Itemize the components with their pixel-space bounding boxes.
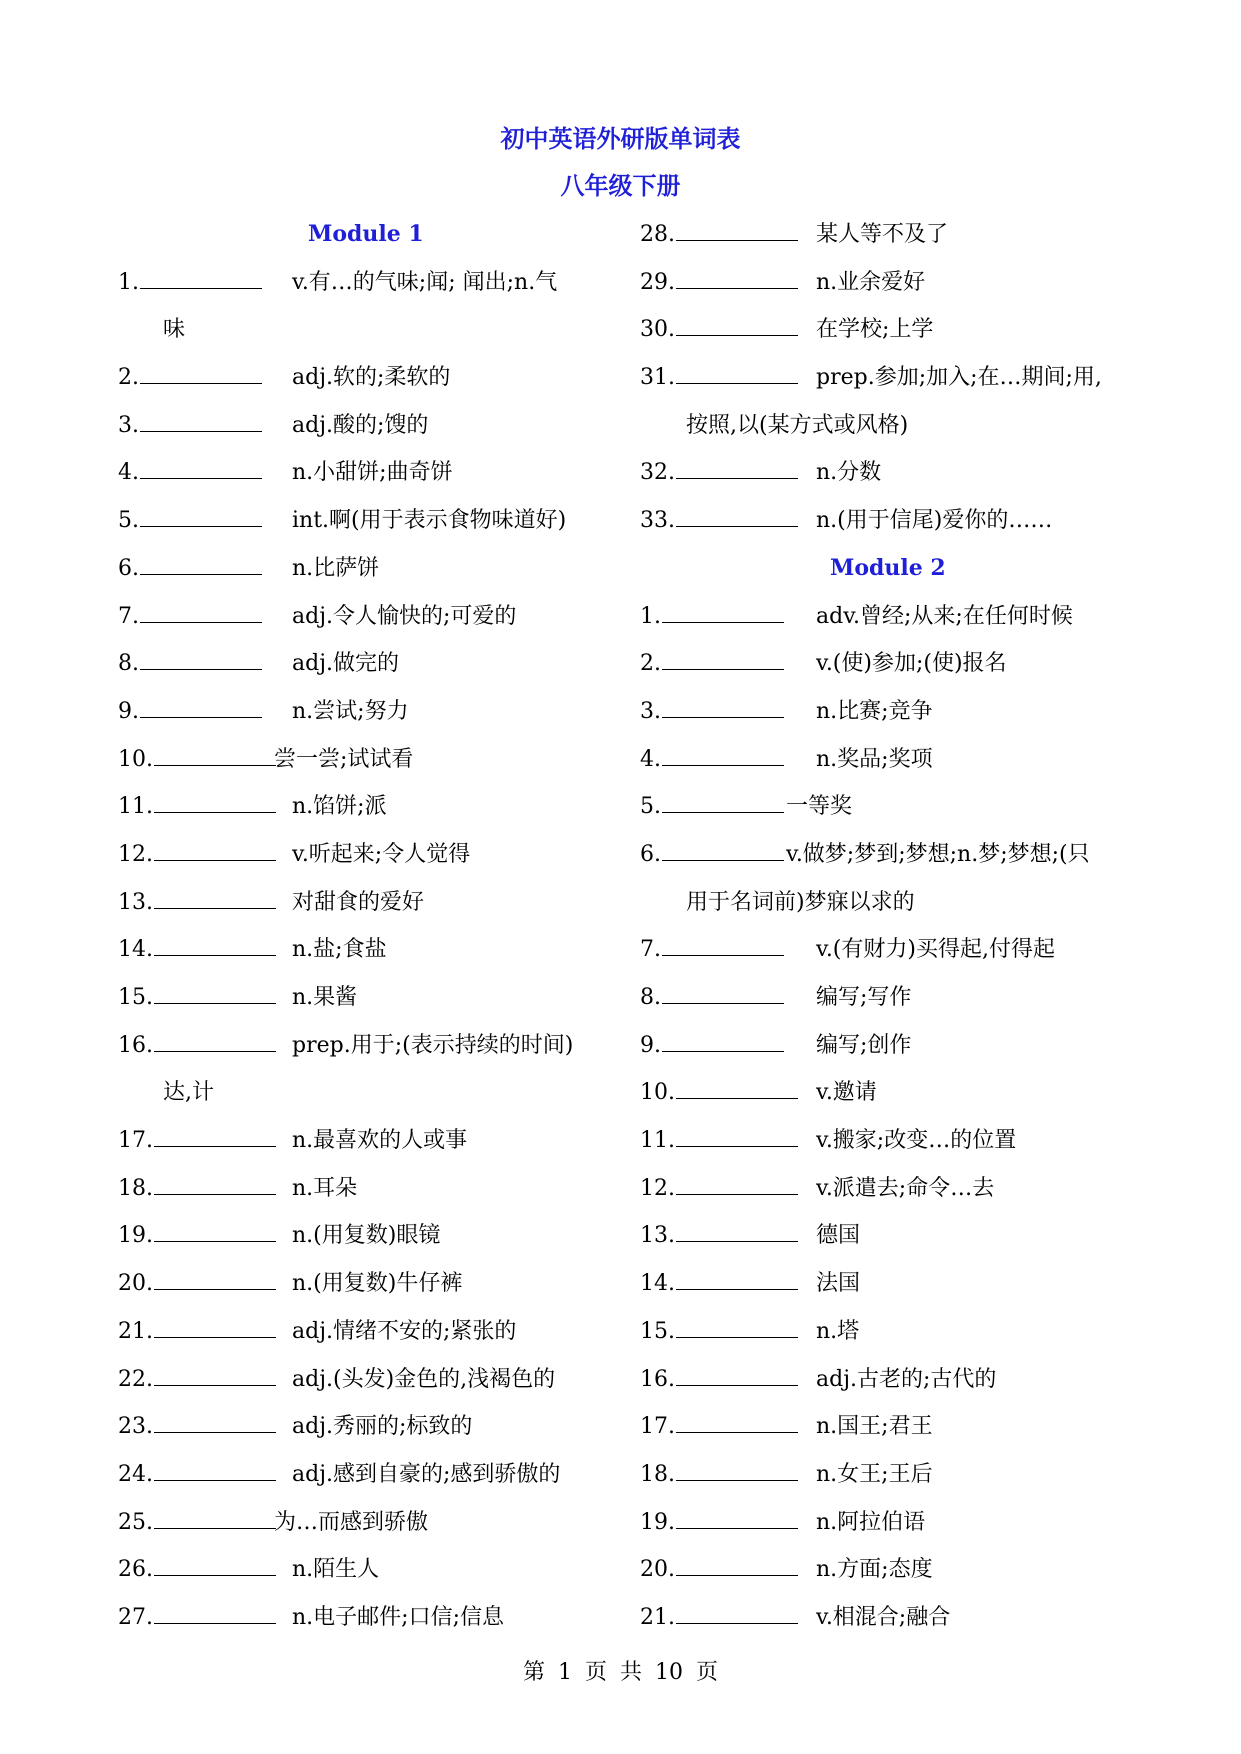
- answer-blank[interactable]: [154, 1315, 276, 1338]
- answer-blank[interactable]: [140, 600, 262, 623]
- definition: n.(用复数)眼镜: [292, 1223, 441, 1249]
- vocab-row: [640, 1546, 1140, 1594]
- item-number: 32.: [640, 460, 675, 486]
- page-footer: 第 1 页 共 10 页: [523, 1660, 718, 1685]
- vocab-row: [640, 449, 1140, 497]
- item-number: 19.: [118, 1223, 153, 1249]
- item-number: 30.: [640, 317, 675, 343]
- item-number: 6.: [118, 555, 139, 581]
- answer-blank[interactable]: [140, 266, 262, 289]
- right-column: [640, 211, 1140, 1642]
- definition: adj.秀丽的;标致的: [292, 1414, 473, 1440]
- vocab-row: [118, 402, 610, 450]
- item-number: 15.: [118, 985, 153, 1010]
- answer-blank[interactable]: [662, 838, 784, 861]
- definition: 对甜食的爱好: [292, 889, 425, 915]
- item-number: 31.: [640, 365, 675, 391]
- vocab-row: [118, 1022, 610, 1070]
- item-number: 2.: [118, 365, 139, 391]
- vocab-row: [640, 1069, 1140, 1117]
- answer-blank[interactable]: [676, 1506, 798, 1529]
- vocab-row: [118, 783, 610, 831]
- answer-blank[interactable]: [676, 1076, 798, 1099]
- definition: n.最喜欢的人或事: [292, 1128, 468, 1154]
- vocab-row: [118, 926, 610, 974]
- definition: prep.用于;(表示持续的时间): [292, 1032, 574, 1058]
- definition-continuation: 味: [163, 317, 186, 343]
- definition: v.搬家;改变…的位置: [816, 1128, 1017, 1154]
- vocab-row: [118, 1594, 610, 1642]
- item-number: 10.: [640, 1080, 675, 1106]
- definition-continuation: 按照,以(某方式或风格): [686, 412, 909, 438]
- vocab-row: [118, 1356, 610, 1404]
- definition: n.耳朵: [292, 1175, 358, 1201]
- definition: n.馅饼;派: [292, 794, 387, 820]
- vocab-row: [118, 831, 610, 879]
- item-number: 26.: [118, 1557, 153, 1583]
- definition: v.派遣去;命令…去: [816, 1175, 995, 1201]
- definition: n.女王;王后: [816, 1461, 933, 1487]
- item-number: 9.: [118, 698, 139, 724]
- item-number: 13.: [118, 889, 153, 915]
- answer-blank[interactable]: [154, 1506, 276, 1529]
- answer-blank[interactable]: [676, 1363, 798, 1386]
- vocab-row: [118, 1403, 610, 1451]
- vocab-row: [118, 736, 610, 784]
- definition: adv.曾经;从来;在任何时候: [816, 603, 1073, 629]
- item-number: 20.: [640, 1557, 675, 1583]
- definition: n.果酱: [292, 985, 358, 1010]
- answer-blank[interactable]: [676, 1601, 798, 1624]
- item-number: 1.: [118, 269, 139, 295]
- vocab-row: [118, 354, 610, 402]
- item-number: 11.: [640, 1128, 675, 1154]
- item-number: 7.: [118, 603, 139, 629]
- definition: v.(有财力)买得起,付得起: [816, 937, 1055, 963]
- definition: adj.软的;柔软的: [292, 365, 451, 391]
- item-number: 33.: [640, 508, 675, 534]
- answer-blank[interactable]: [662, 647, 784, 670]
- item-number: 14.: [118, 937, 153, 963]
- document-title: 初中英语外研版单词表: [500, 124, 741, 153]
- vocab-row: [640, 593, 1140, 641]
- definition: n.比萨饼: [292, 555, 380, 581]
- answer-blank[interactable]: [140, 456, 262, 479]
- item-number: 18.: [118, 1175, 153, 1201]
- item-number: 4.: [640, 746, 661, 772]
- definition: n.塔: [816, 1318, 860, 1344]
- definition: v.(使)参加;(使)报名: [816, 651, 1007, 677]
- item-number: 15.: [640, 1318, 675, 1344]
- answer-blank[interactable]: [154, 1219, 276, 1242]
- definition-continuation: 用于名词前)梦寐以求的: [686, 889, 915, 915]
- item-number: 22.: [118, 1366, 153, 1392]
- vocab-row: [640, 640, 1140, 688]
- item-number: 25.: [118, 1509, 153, 1535]
- definition: v.邀请: [816, 1080, 877, 1106]
- answer-blank[interactable]: [662, 981, 784, 1004]
- answer-blank[interactable]: [662, 933, 784, 956]
- definition: v.做梦;梦到;梦想;n.梦;梦想;(只: [786, 841, 1090, 867]
- item-number: 1.: [640, 603, 661, 629]
- module-heading: Module 2: [830, 554, 946, 581]
- answer-blank[interactable]: [154, 1172, 276, 1195]
- item-number: 3.: [640, 698, 661, 724]
- answer-blank[interactable]: [676, 266, 798, 289]
- definition: n.(用复数)牛仔裤: [292, 1271, 463, 1297]
- item-number: 8.: [118, 651, 139, 677]
- answer-blank[interactable]: [676, 313, 798, 336]
- vocab-row: [118, 1308, 610, 1356]
- vocab-row: [118, 259, 610, 307]
- answer-blank[interactable]: [676, 218, 798, 241]
- vocab-row: [118, 1260, 610, 1308]
- answer-blank[interactable]: [676, 1315, 798, 1338]
- item-number: 4.: [118, 460, 139, 486]
- answer-blank[interactable]: [154, 1267, 276, 1290]
- answer-blank[interactable]: [662, 790, 784, 813]
- definition: n.奖品;奖项: [816, 746, 933, 772]
- vocab-row: [640, 1594, 1140, 1642]
- definition: n.尝试;努力: [292, 698, 409, 724]
- item-number: 28.: [640, 222, 675, 247]
- answer-blank[interactable]: [154, 1363, 276, 1386]
- right-word-list-module2: [640, 593, 1140, 1642]
- vocab-row: [640, 783, 1140, 831]
- definition: v.听起来;令人觉得: [292, 841, 471, 867]
- item-number: 18.: [640, 1461, 675, 1487]
- left-word-list: [118, 259, 610, 1642]
- answer-blank[interactable]: [676, 1124, 798, 1147]
- item-number: 16.: [640, 1366, 675, 1392]
- answer-blank[interactable]: [662, 743, 784, 766]
- item-number: 13.: [640, 1223, 675, 1249]
- item-number: 17.: [640, 1414, 675, 1440]
- vocab-row: [118, 1165, 610, 1213]
- vocab-row: [118, 545, 610, 593]
- answer-blank[interactable]: [676, 456, 798, 479]
- definition: 在学校;上学: [816, 317, 934, 343]
- item-number: 27.: [118, 1604, 153, 1630]
- definition: adj.做完的: [292, 651, 400, 677]
- vocab-row: [640, 1499, 1140, 1547]
- vocab-row: [640, 1212, 1140, 1260]
- vocab-row: [118, 688, 610, 736]
- vocab-row: [118, 974, 610, 1022]
- item-number: 21.: [640, 1604, 675, 1630]
- definition: 尝一尝;试试看: [274, 746, 414, 772]
- vocab-row: [118, 1451, 610, 1499]
- answer-blank[interactable]: [662, 600, 784, 623]
- right-word-list-module1: [640, 211, 1140, 545]
- answer-blank[interactable]: [676, 1553, 798, 1576]
- answer-blank[interactable]: [140, 552, 262, 575]
- vocab-row: [640, 1451, 1140, 1499]
- vocab-row: [640, 1165, 1140, 1213]
- definition: adj.酸的;馊的: [292, 412, 429, 438]
- answer-blank[interactable]: [154, 933, 276, 956]
- definition-continuation: 达,计: [163, 1080, 214, 1106]
- definition: adj.感到自豪的;感到骄傲的: [292, 1461, 561, 1487]
- vocab-row: [640, 974, 1140, 1022]
- vocab-row: [640, 926, 1140, 974]
- answer-blank[interactable]: [676, 1219, 798, 1242]
- item-number: 17.: [118, 1128, 153, 1154]
- left-column: [118, 211, 610, 1642]
- answer-blank[interactable]: [676, 504, 798, 527]
- vocab-row: [640, 211, 1140, 259]
- answer-blank[interactable]: [154, 1124, 276, 1147]
- vocab-row: [118, 497, 610, 545]
- definition: 编写;创作: [816, 1032, 912, 1058]
- definition: adj.古老的;古代的: [816, 1366, 997, 1392]
- item-number: 7.: [640, 937, 661, 963]
- document-subtitle: 八年级下册: [560, 171, 681, 200]
- definition: n.国王;君王: [816, 1414, 933, 1440]
- answer-blank[interactable]: [140, 504, 262, 527]
- definition: n.比赛;竞争: [816, 698, 933, 724]
- vocab-row: [118, 593, 610, 641]
- vocab-row: [640, 259, 1140, 307]
- item-number: 14.: [640, 1271, 675, 1297]
- definition: 一等奖: [786, 794, 853, 820]
- vocab-row: [640, 1022, 1140, 1070]
- answer-blank[interactable]: [154, 838, 276, 861]
- answer-blank[interactable]: [154, 1458, 276, 1481]
- vocab-row: [118, 1546, 610, 1594]
- vocab-row: [118, 449, 610, 497]
- item-number: 6.: [640, 841, 661, 867]
- vocab-row: [640, 736, 1140, 784]
- vocab-row: [640, 1356, 1140, 1404]
- module-heading: Module 1: [308, 221, 424, 247]
- vocab-row: [640, 831, 1140, 879]
- answer-blank[interactable]: [140, 695, 262, 718]
- item-number: 21.: [118, 1318, 153, 1344]
- vocab-row: [118, 640, 610, 688]
- answer-blank[interactable]: [676, 1172, 798, 1195]
- definition: n.盐;食盐: [292, 937, 387, 963]
- item-number: 2.: [640, 651, 661, 677]
- item-number: 24.: [118, 1461, 153, 1487]
- definition: 为…而感到骄傲: [274, 1509, 429, 1535]
- definition: 某人等不及了: [816, 222, 949, 247]
- answer-blank[interactable]: [154, 1601, 276, 1624]
- definition: n.分数: [816, 460, 882, 486]
- answer-blank[interactable]: [676, 1410, 798, 1433]
- answer-blank[interactable]: [154, 886, 276, 909]
- answer-blank[interactable]: [154, 743, 276, 766]
- item-number: 12.: [640, 1175, 675, 1201]
- item-number: 16.: [118, 1032, 153, 1058]
- answer-blank[interactable]: [154, 981, 276, 1004]
- definition: n.(用于信尾)爱你的……: [816, 508, 1053, 534]
- item-number: 5.: [118, 508, 139, 534]
- definition: n.方面;态度: [816, 1557, 933, 1583]
- answer-blank[interactable]: [662, 695, 784, 718]
- definition: adj.(头发)金色的,浅褐色的: [292, 1366, 556, 1392]
- vocab-row: [640, 1308, 1140, 1356]
- definition: n.业余爱好: [816, 269, 926, 295]
- item-number: 8.: [640, 985, 661, 1010]
- vocab-row: [118, 1499, 610, 1547]
- vocab-row: [640, 1260, 1140, 1308]
- vocab-row: [640, 688, 1140, 736]
- item-number: 29.: [640, 269, 675, 295]
- answer-blank[interactable]: [154, 790, 276, 813]
- definition: prep.参加;加入;在…期间;用,: [816, 365, 1102, 391]
- item-number: 10.: [118, 746, 153, 772]
- definition: n.电子邮件;口信;信息: [292, 1604, 504, 1630]
- answer-blank[interactable]: [154, 1029, 276, 1052]
- vocab-row: [640, 1403, 1140, 1451]
- answer-blank[interactable]: [154, 1410, 276, 1433]
- definition: adj.情绪不安的;紧张的: [292, 1318, 517, 1344]
- vocab-row: [118, 879, 610, 927]
- definition: n.阿拉伯语: [816, 1509, 926, 1535]
- definition: adj.令人愉快的;可爱的: [292, 603, 517, 629]
- answer-blank[interactable]: [676, 361, 798, 384]
- item-number: 23.: [118, 1414, 153, 1440]
- definition: 编写;写作: [816, 985, 912, 1010]
- definition: 法国: [816, 1271, 861, 1297]
- vocab-row: [640, 306, 1140, 354]
- vocab-row: [640, 354, 1140, 402]
- answer-blank[interactable]: [662, 1029, 784, 1052]
- definition: v.相混合;融合: [816, 1604, 951, 1630]
- vocab-row: [640, 497, 1140, 545]
- vocab-row: [640, 1117, 1140, 1165]
- item-number: 5.: [640, 794, 661, 820]
- item-number: 19.: [640, 1509, 675, 1535]
- answer-blank[interactable]: [140, 361, 262, 384]
- item-number: 3.: [118, 412, 139, 438]
- answer-blank[interactable]: [140, 647, 262, 670]
- definition: int.啊(用于表示食物味道好): [292, 508, 567, 534]
- item-number: 9.: [640, 1032, 661, 1058]
- vocab-row: [118, 1117, 610, 1165]
- item-number: 11.: [118, 794, 153, 820]
- answer-blank[interactable]: [154, 1553, 276, 1576]
- item-number: 12.: [118, 841, 153, 867]
- definition: 德国: [816, 1223, 861, 1249]
- vocab-row: [118, 1212, 610, 1260]
- definition: n.陌生人: [292, 1557, 380, 1583]
- definition: v.有…的气味;闻; 闻出;n.气: [292, 269, 558, 295]
- answer-blank[interactable]: [140, 409, 262, 432]
- definition: n.小甜饼;曲奇饼: [292, 460, 453, 486]
- item-number: 20.: [118, 1271, 153, 1297]
- answer-blank[interactable]: [676, 1458, 798, 1481]
- answer-blank[interactable]: [676, 1267, 798, 1290]
